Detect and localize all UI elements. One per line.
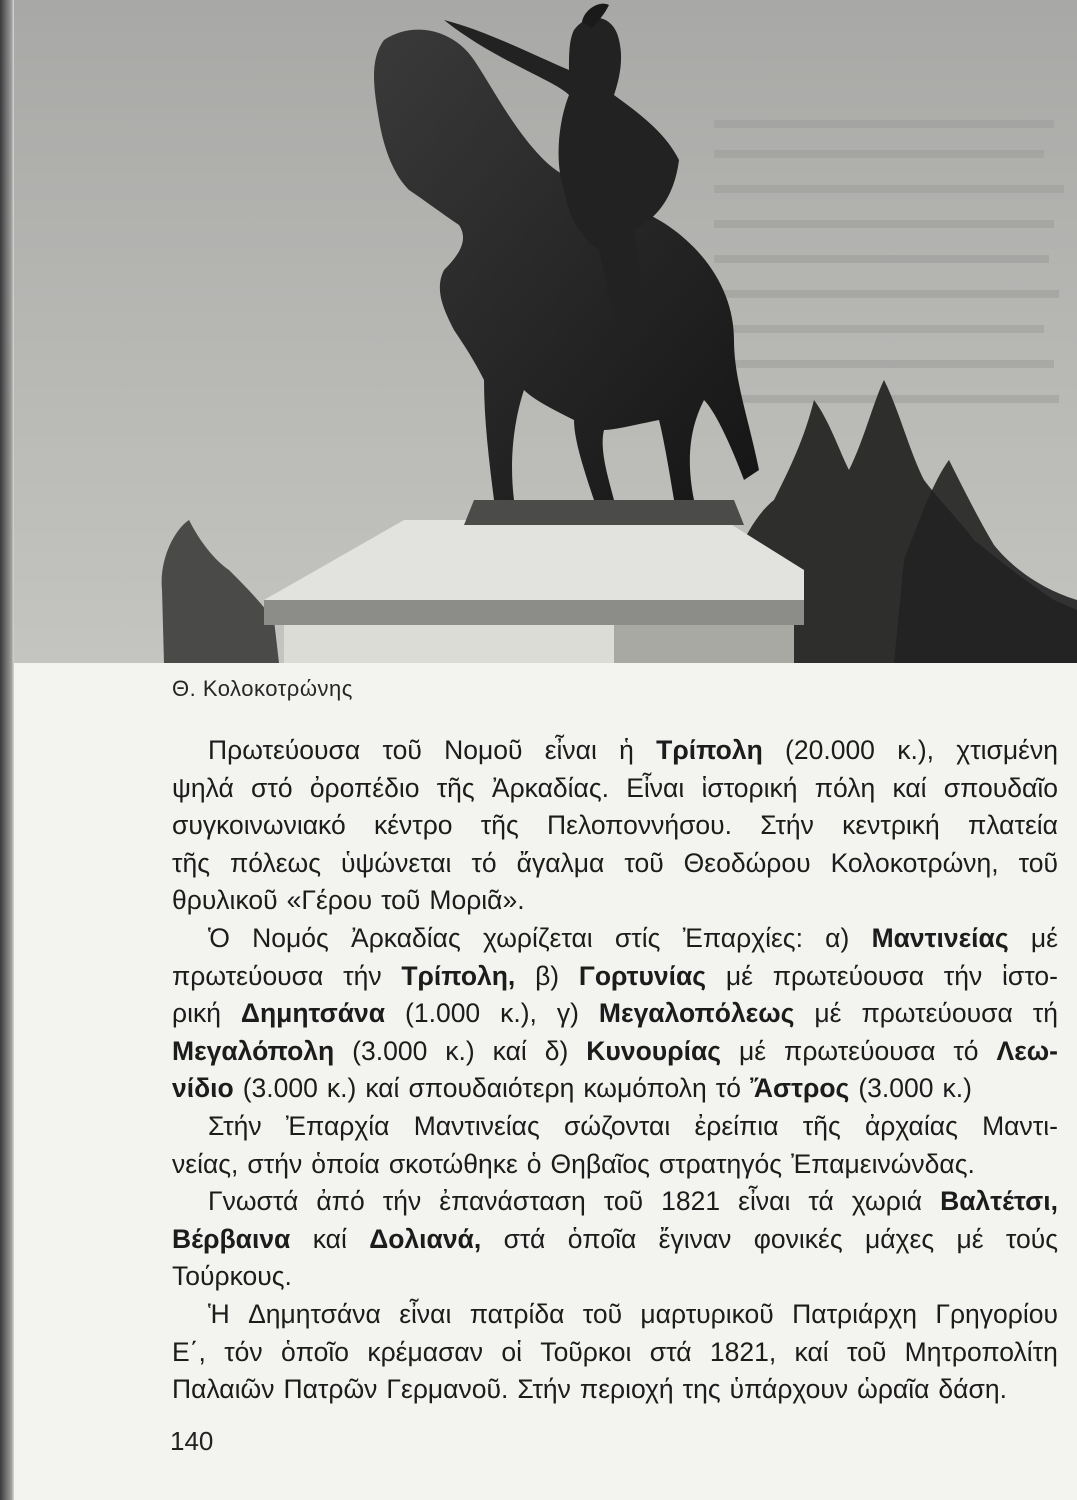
word: μέ (814, 998, 842, 1029)
word: καί (365, 1073, 400, 1104)
word: Μαντι- (982, 1110, 1058, 1141)
word: Θηβαῖος (550, 1148, 650, 1179)
word: Τούρκους. (172, 1261, 292, 1292)
word: Ἐπαρχία (285, 1110, 390, 1141)
word: τῆς (480, 810, 519, 841)
word: τή (1032, 998, 1058, 1029)
word: ὀροπέδιο (309, 772, 420, 803)
word: μέ (738, 1035, 767, 1066)
word: στά (649, 1336, 692, 1367)
word: τοῦ (847, 1336, 887, 1367)
word: τήν (943, 960, 983, 991)
bold-term: Δολιανά, (369, 1223, 482, 1254)
word: τῆς (172, 847, 210, 878)
word: της (682, 1374, 721, 1405)
word: Ε΄, (172, 1336, 206, 1367)
word: κ.) (942, 1073, 972, 1104)
word: ἱστορική (701, 772, 798, 803)
word: στά (503, 1223, 546, 1254)
text-line (172, 1371, 1058, 1409)
word: (1.000 (405, 998, 481, 1029)
word: καί (794, 1336, 829, 1367)
word: Μοριᾶ». (429, 885, 525, 916)
word: τοῦ (381, 885, 421, 916)
word: Ἐπαμεινώνδας. (791, 1148, 975, 1179)
word: ἀρχαίας (864, 1110, 958, 1141)
word: 1821, (709, 1336, 777, 1367)
word: τούς (1005, 1223, 1058, 1254)
word: σκοτώθηκε (388, 1148, 518, 1179)
word: ὁποῖο (281, 1336, 350, 1367)
word: στρατηγός (658, 1148, 783, 1179)
word: γ) (556, 998, 579, 1029)
word: πρωτεύουσα (772, 960, 925, 991)
word: (3.000 (858, 1073, 934, 1104)
word: ψηλά (172, 772, 234, 803)
word: (20.000 (785, 735, 875, 765)
text-line (172, 1221, 1058, 1259)
word: τῆς (802, 1110, 841, 1141)
word: πρωτεύουσα (784, 1035, 936, 1066)
photo-caption: Θ. Κολοκοτρώνης (172, 676, 353, 701)
word: ἐρείπια (694, 1110, 779, 1141)
word: τό (953, 1035, 979, 1066)
word: συγκοινωνιακό (172, 810, 346, 841)
word: Κολοκοτρώνη, (830, 847, 999, 878)
word: Ὁ (208, 922, 230, 953)
word: ἐπανάσταση (439, 1186, 586, 1217)
word: στήν (247, 1148, 303, 1179)
bold-term: Τρίπολη, (401, 960, 516, 991)
word: μέ (956, 1223, 984, 1254)
page-number: 140 (170, 1426, 214, 1456)
text-line (172, 958, 1058, 996)
bold-term: Μαντινείας (871, 922, 1009, 953)
scan-edge (0, 0, 14, 1500)
word: ρική (172, 998, 221, 1029)
word: τό (471, 847, 497, 878)
word: Ἀρκαδίας. (491, 772, 609, 803)
word: τοῦ (603, 1186, 644, 1217)
word: πλατεία (968, 810, 1058, 841)
word: α) (825, 922, 850, 953)
bold-term: Λεω- (996, 1035, 1058, 1066)
word: Στήν (208, 1110, 262, 1141)
word: ἄγαλμα (516, 847, 605, 878)
text-line (172, 882, 1058, 920)
word: Τοῦρκοι (540, 1336, 632, 1367)
bold-term: νίδιο (172, 1073, 234, 1104)
word: ὑπάρχουν (729, 1374, 849, 1405)
word: Γερμανοῦ. (386, 1374, 509, 1405)
word: τόν (224, 1336, 263, 1367)
word: (3.000 (242, 1073, 318, 1104)
word: εἶναι (544, 735, 597, 765)
text-line (172, 1033, 1058, 1071)
text-line (172, 1296, 1058, 1334)
word: τοῦ (1018, 847, 1058, 878)
word: εἶναι (738, 1186, 791, 1217)
word: Στήν (760, 810, 814, 841)
word: Πελοποννήσου. (547, 810, 733, 841)
word: περιοχή (579, 1374, 674, 1405)
word: μέ (1030, 922, 1058, 953)
word: Δημητσάνα (248, 1298, 381, 1329)
text-line (172, 1334, 1058, 1372)
bold-term: Μεγαλόπολη (172, 1035, 335, 1066)
text-line (172, 1108, 1058, 1146)
text-line (172, 1070, 1058, 1108)
word: κ.), (897, 735, 935, 765)
word: καί (492, 1035, 527, 1066)
word: σπουδαιότερη (408, 1073, 575, 1104)
word: οἱ (501, 1336, 522, 1367)
bold-term: Βέρβαινα (172, 1223, 291, 1254)
text-line (172, 807, 1058, 845)
word: κέντρο (373, 810, 453, 841)
word: ἀπό (316, 1186, 365, 1217)
word: εἶναι (399, 1298, 452, 1329)
bold-term: Δημητσάνα (240, 998, 386, 1029)
word: τήν (343, 960, 382, 991)
word: πατρίδα (469, 1298, 565, 1329)
word: 1821 (661, 1186, 721, 1217)
word: Μαντινείας (413, 1110, 540, 1141)
text-line (172, 770, 1058, 808)
word: θρυλικοῦ (172, 885, 278, 916)
word: Πατρῶν (283, 1374, 378, 1405)
word: τά (808, 1186, 834, 1217)
text-line (172, 732, 1058, 770)
word: πόλη (814, 772, 876, 803)
word: Νομοῦ (444, 735, 523, 765)
word: ὁποῖα (567, 1223, 637, 1254)
word: μαρτυρικοῦ (640, 1298, 774, 1329)
bold-term: Κυνουρίας (586, 1035, 722, 1066)
word: κρέμασαν (367, 1336, 483, 1367)
word: ὁ (526, 1148, 542, 1179)
text-line (172, 920, 1058, 958)
word: φονικές (753, 1223, 843, 1254)
word: πόλεως (229, 847, 322, 878)
word: μάχες (865, 1223, 935, 1254)
word: πρωτεύουσα (172, 960, 324, 991)
word: Μητροπολίτη (904, 1336, 1058, 1367)
word: σώζονται (563, 1110, 671, 1141)
word: ἱστο- (1002, 960, 1058, 991)
word: κεντρική (842, 810, 940, 841)
word: χωριά (851, 1186, 923, 1217)
word: τοῦ (582, 1298, 623, 1329)
bold-term: Βαλτέτσι, (940, 1186, 1058, 1217)
word: Ἐπαρχίες: (682, 922, 803, 953)
word: στίς (614, 922, 661, 953)
word: «Γέρου (286, 885, 373, 916)
statue-photo (14, 0, 1077, 663)
word: ἔγιναν (658, 1223, 732, 1254)
word: ὡραῖα (857, 1374, 930, 1405)
word: Εἶναι (626, 772, 685, 803)
word: ὁποία (311, 1148, 380, 1179)
bold-term: Μεγαλοπόλεως (598, 998, 795, 1029)
word: ὑψώνεται (341, 847, 452, 878)
word: Παλαιῶν (172, 1374, 275, 1405)
word: πρωτεύουσα (861, 998, 1013, 1029)
word: τήν (382, 1186, 422, 1217)
word: τό (715, 1073, 741, 1104)
bold-term: Τρίπολη (656, 735, 763, 765)
word: χτισμένη (956, 735, 1058, 765)
word: κωμόπολη (583, 1073, 707, 1104)
word: κ.) (326, 1073, 357, 1104)
bold-term: Ἄστρος (749, 1073, 850, 1104)
word: Γρηγορίου (935, 1298, 1058, 1329)
word: β) (535, 960, 560, 991)
word: δ) (544, 1035, 569, 1066)
word: Ἡ (208, 1298, 230, 1329)
word: σπουδαῖο (943, 772, 1058, 803)
word: τοῦ (382, 735, 422, 765)
word: Στήν (517, 1374, 571, 1405)
word: τῆς (436, 772, 475, 803)
text-line (172, 1183, 1058, 1221)
word: καί (892, 772, 927, 803)
body-text (172, 732, 1058, 1409)
word: Πρωτεύουσα (208, 735, 361, 765)
word: ἡ (619, 735, 634, 765)
word: χωρίζεται (483, 922, 593, 953)
word: τοῦ (624, 847, 664, 878)
text-line (172, 1258, 1058, 1296)
bold-term: Γορτυνίας (578, 960, 707, 991)
word: Ἀρκαδίας (351, 922, 461, 953)
word: (3.000 (352, 1035, 428, 1066)
word: κ.), (500, 998, 537, 1029)
word: στό (251, 772, 293, 803)
text-line (172, 845, 1058, 883)
word: Θεοδώρου (683, 847, 811, 878)
word: μέ (725, 960, 753, 991)
word: δάση. (938, 1374, 1007, 1405)
word: καί (312, 1223, 347, 1254)
text-line (172, 1146, 1058, 1184)
word: Γνωστά (208, 1186, 299, 1217)
word: νείας, (172, 1148, 239, 1179)
word: κ.) (445, 1035, 475, 1066)
word: Πατριάρχη (792, 1298, 918, 1329)
text-line (172, 995, 1058, 1033)
word: Νομός (252, 922, 329, 953)
